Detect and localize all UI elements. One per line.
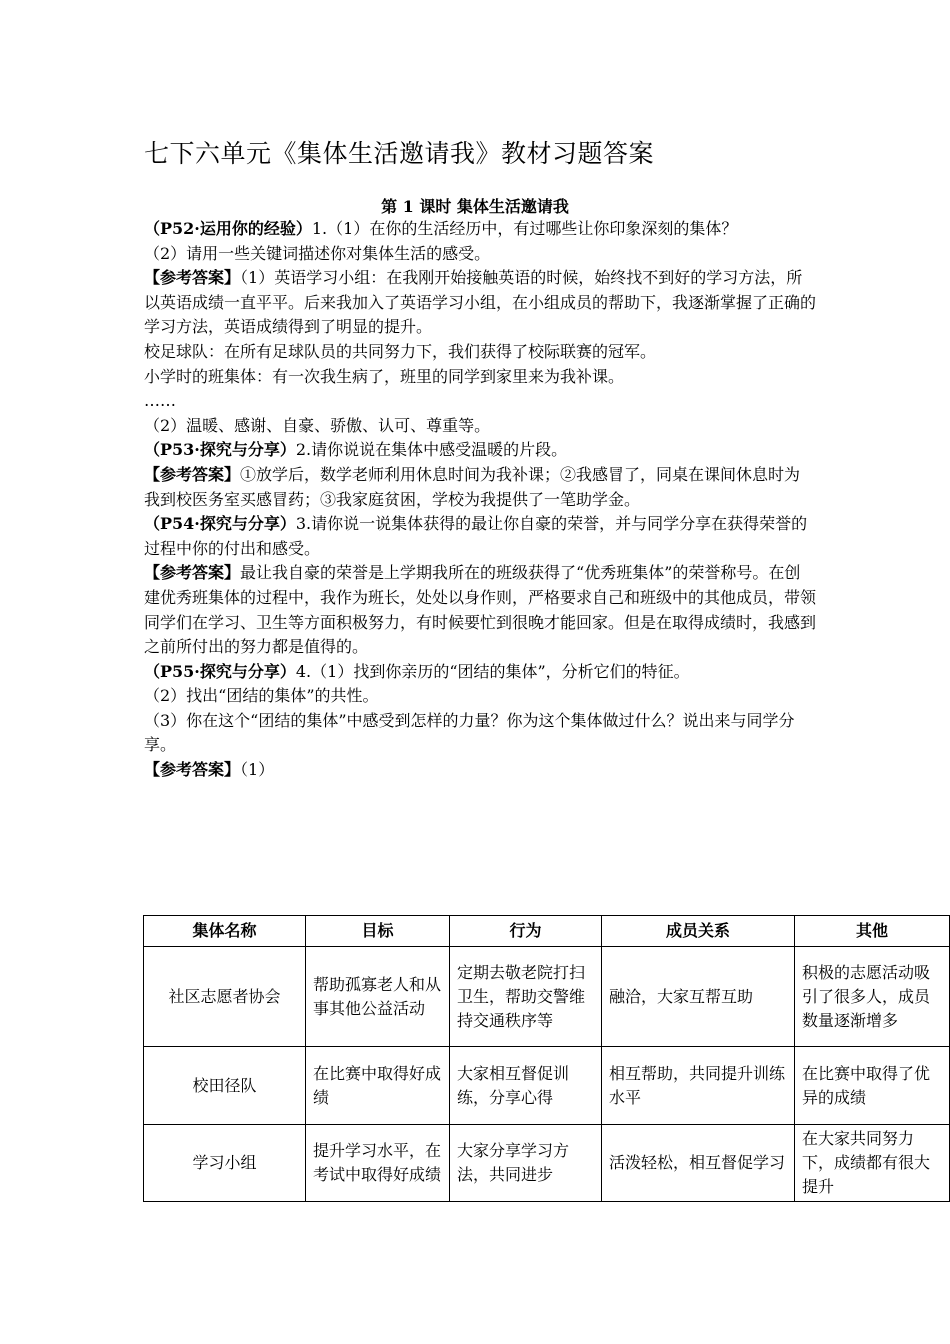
paragraph <box>144 266 816 340</box>
question-tag: 【参考答案】 <box>144 268 241 288</box>
paragraph <box>144 438 816 463</box>
question-tag: （P54·探究与分享） <box>144 514 296 534</box>
paragraph-text: 校足球队：在所有足球队员的共同努力下，我们获得了校际联赛的冠军。 <box>144 341 657 361</box>
document-title: 七下六单元《集体生活邀请我》教材习题答案 <box>144 139 655 168</box>
paragraph-text: ①放学后，数学老师利用休息时间为我补课；②我感冒了，同桌在课间休息时为我到校医务室买感冒药；③我家庭贫困，学校为我提供了一笔助学金。 <box>144 464 801 509</box>
paragraph-text: （3）你在这个“团结的集体”中感受到怎样的力量？你为这个集体做过什么？说出来与同学分享。 <box>144 710 795 755</box>
paragraph-text: 最让我自豪的荣誉是上学期我所在的班级获得了“优秀班集体”的荣誉称号。在创建优秀班集体的过程中，我作为班长，处处以身作则，严格要求自己和班级中的其他成员，带领同学们在学习、卫生等方面积极努力，有时候要忙到很晚才能回家。但是在取得成绩时，我感到之前所付出的努力都是值得的。 <box>144 563 817 657</box>
question-tag: 【参考答案】 <box>144 760 241 780</box>
table-cell: 相互帮助，共同提升训练水平 <box>602 1047 795 1125</box>
table-cell: 大家分享学习方法，共同进步 <box>450 1125 602 1202</box>
paragraph <box>144 340 816 365</box>
paragraph-text: （1） <box>240 760 275 780</box>
table-cell: 提升学习水平，在考试中取得好成绩 <box>306 1125 450 1202</box>
lesson-title: 第 1 课时 集体生活邀请我 <box>381 197 569 216</box>
table-cell: 在大家共同努力下，成绩都有很大提升 <box>795 1125 950 1202</box>
table-cell: 在比赛中取得了优异的成绩 <box>795 1047 950 1125</box>
table-cell: 学习小组 <box>144 1125 306 1202</box>
paragraph-text: …… <box>144 391 176 411</box>
table-header-cell: 集体名称 <box>144 916 306 947</box>
table-header-row <box>144 916 950 947</box>
paragraph-text: 3.请你说一说集体获得的最让你自豪的荣誉，并与同学分享在获得荣誉的过程中你的付出和感受。 <box>144 514 808 558</box>
question-tag: 【参考答案】 <box>144 464 241 484</box>
answer-table <box>143 915 950 1202</box>
document-body <box>144 217 816 783</box>
paragraph-text: （2）请用一些关键词描述你对集体生活的感受。 <box>144 243 491 263</box>
table-header-cell: 其他 <box>795 916 950 947</box>
table-cell: 在比赛中取得好成绩 <box>306 1047 450 1125</box>
paragraph-text: （1）英语学习小组：在我刚开始接触英语的时候，始终找不到好的学习方法，所以英语成绩一直平平。后来我加入了英语学习小组，在小组成员的帮助下，我逐渐掌握了正确的学习方法，英语成绩得到了明显的提升。 <box>144 268 817 337</box>
table-cell: 帮助孤寡老人和从事其他公益活动 <box>306 947 450 1047</box>
table-cell: 大家相互督促训练，分享心得 <box>450 1047 602 1125</box>
paragraph <box>144 758 816 783</box>
paragraph <box>144 660 816 685</box>
table-cell: 社区志愿者协会 <box>144 947 306 1047</box>
paragraph-text: 1.（1）在你的生活经历中，有过哪些让你印象深刻的集体？ <box>311 219 738 238</box>
table-row <box>144 1125 950 1202</box>
table-header-cell: 行为 <box>450 916 602 947</box>
paragraph-text: （2）温暖、感谢、自豪、骄傲、认可、尊重等。 <box>144 415 491 435</box>
paragraph <box>144 561 816 659</box>
table-cell: 活泼轻松，相互督促学习 <box>602 1125 795 1202</box>
paragraph <box>144 709 816 758</box>
table-cell: 融洽，大家互帮互助 <box>602 947 795 1047</box>
paragraph <box>144 512 816 561</box>
paragraph-text: 小学时的班集体：有一次我生病了，班里的同学到家里来为我补课。 <box>144 366 625 386</box>
question-tag: 【参考答案】 <box>144 563 241 583</box>
paragraph-text: （2）找出“团结的集体”的共性。 <box>144 686 379 706</box>
paragraph <box>144 365 816 390</box>
paragraph <box>144 463 816 512</box>
table-row <box>144 947 950 1047</box>
paragraph-text: 2.请你说说在集体中感受温暖的片段。 <box>295 440 568 460</box>
paragraph <box>144 684 816 709</box>
question-tag: （P55·探究与分享） <box>144 661 296 681</box>
question-tag: （P52·运用你的经验） <box>144 219 312 238</box>
table-header-cell: 目标 <box>306 916 450 947</box>
table-header-cell: 成员关系 <box>602 916 795 947</box>
paragraph <box>144 217 816 242</box>
table-cell: 定期去敬老院打扫卫生，帮助交警维持交通秩序等 <box>450 947 602 1047</box>
paragraph <box>144 242 816 267</box>
question-tag: （P53·探究与分享） <box>144 440 296 460</box>
paragraph <box>144 389 816 414</box>
paragraph-text: 4.（1）找到你亲历的“团结的集体”，分析它们的特征。 <box>295 661 690 681</box>
paragraph <box>144 414 816 439</box>
table-cell: 积极的志愿活动吸引了很多人，成员数量逐渐增多 <box>795 947 950 1047</box>
table-row <box>144 1047 950 1125</box>
table-cell: 校田径队 <box>144 1047 306 1125</box>
